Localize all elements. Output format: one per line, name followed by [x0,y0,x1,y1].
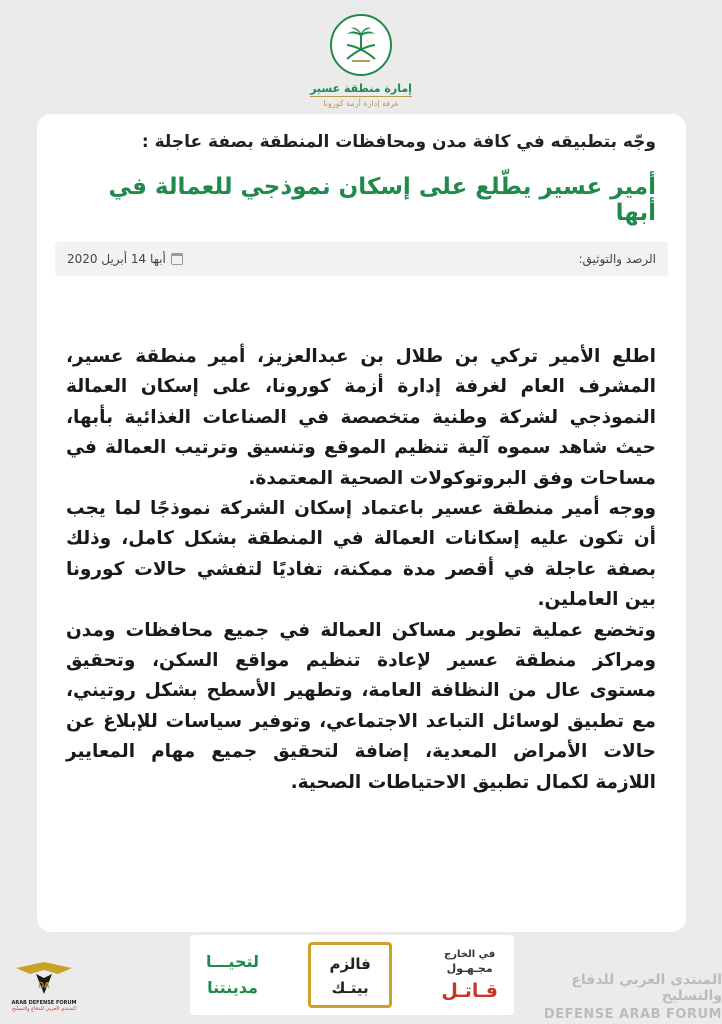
article-kicker: وجّه بتطبيقه في كافة مدن ومحافظات المنطقة بصفة عاجلة : [141,132,656,152]
meta-date: أبها 14 أبريل 2020 [67,252,166,266]
banner-mid-line2: بيتـك [331,979,369,997]
watermark-text-en: DEFENSE ARAB FORUM [543,1007,722,1022]
banner-left [206,949,259,1001]
banner-right-line2: مجـهـول [446,962,493,975]
watermark-text [516,972,722,1024]
stay-home-banner [190,935,514,1015]
svg-text:DA: DA [38,981,50,990]
calendar-icon [171,253,183,265]
header-logo [0,14,722,114]
banner-middle-box [308,942,392,1008]
article-paragraph: اطلع الأمير تركي بن طلال بن عبدالعزيز، أمير منطقة عسير، المشرف العام لغرفة إدارة أزمة كورونا، على إسكان العمالة النموذجي لشركة وطنية متخصصة في الصناعات الغذائية بأبها، حيث شاهد سموه آلية تنظيم الموقع وتنسيق وترتيب العمالة في مساحات وفق البروتوكولات الصحية المعتمدة. [66,346,656,489]
forum-logo-text-ar: المنتدى العربي للدفاع والتسليح [11,1006,77,1012]
article-body [66,342,656,798]
watermark-text-ar: المنتدى العربي للدفاع والتسليح [571,972,722,1004]
banner-left-line2: مدينتنا [207,978,258,997]
article-meta-bar [55,242,668,276]
article-card [37,114,686,932]
logo-subtitle: غرفة إدارة أزمة كورونا [323,99,399,108]
banner-left-line1: لتحيـــا [206,952,260,971]
article-paragraph: ووجه أمير منطقة عسير باعتماد إسكان الشركة نموذجًا لما يجب أن تكون عليه إسكانات العمالة في المنطقة بشكل كامل، وذلك بصفة عاجلة في أقصر مدة ممكنة، تفاديًا لتفشي حالات كورونا بين العاملين. [66,498,656,611]
logo-title: إمارة منطقة عسير [310,82,412,95]
meta-source: الرصد والتوثيق: [578,252,656,266]
forum-logo-text-en: ARAB DEFENSE FORUM [11,1000,77,1006]
banner-right [441,948,498,1002]
banner-right-line3: قـاتـل [441,980,498,1002]
article-paragraph: وتخضع عملية تطوير مساكن العمالة في جميع محافظات ومدن ومراكز منطقة عسير لإعادة تنظيم مواقع السكن، وتحقيق مستوى عال من النظافة العامة، وتطهير الأسطح بشكل روتيني، مع تطبيق لوسائل التباعد الاجتماعي، وتوفير سياسات للإبلاغ عن حالات الأمراض المعدية، إضافة لتحقيق جميع مهام المعايير اللازمة لكمال تطبيق الاحتياطات الصحية. [66,619,656,793]
meta-date-group [67,252,183,266]
banner-mid-line1: فالزم [329,955,371,973]
banner-right-line1: في الخارج [444,949,496,960]
saudi-emblem-icon [330,14,392,76]
article-headline: أمير عسير يطّلع على إسكان نموذجي للعمالة في أبها [108,174,656,226]
forum-logo-icon [6,960,82,1020]
